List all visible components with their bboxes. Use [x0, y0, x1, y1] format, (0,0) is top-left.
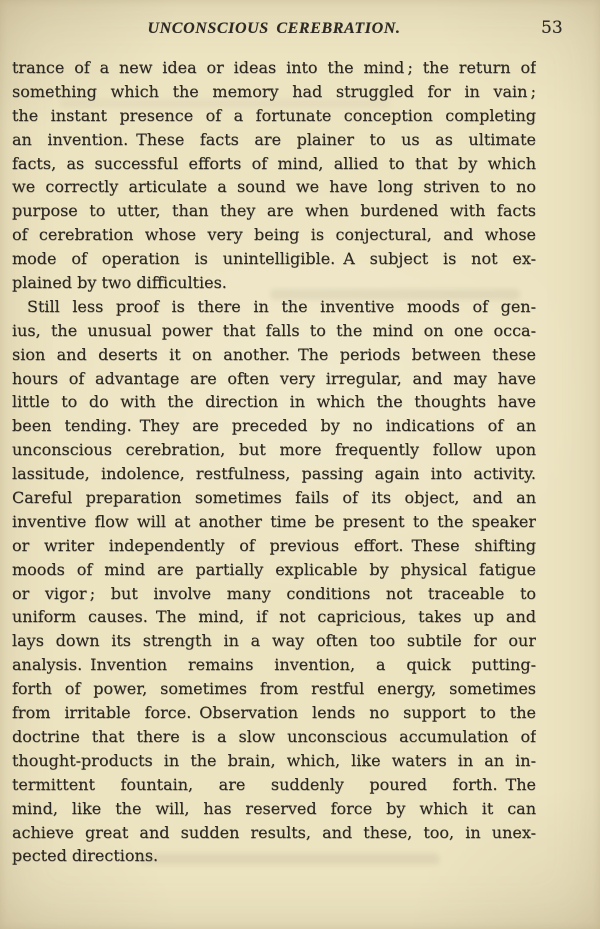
text-line: trance of a new idea or ideas into the mind ; the return of: [12, 58, 536, 77]
text-line: or vigor ; but involve many conditions not traceable to: [12, 583, 536, 603]
text-line: purpose to utter, than they are when burdened with facts: [12, 201, 536, 221]
text-line: we correctly articulate a sound we have long striven to no: [12, 177, 536, 197]
text-line: doctrine that there is a slow unconscious accumulation of: [12, 726, 536, 746]
text-line: termittent fountain, are suddenly poured forth. The: [12, 774, 536, 794]
text-line: facts, as successful efforts of mind, allied to that by which: [12, 153, 536, 173]
text-line: of cerebration whose very being is conjectural, and whose: [12, 225, 536, 245]
text-line: analysis. Invention remains invention, a quick putting-: [12, 655, 536, 675]
text-line: forth of power, sometimes from restful energy, sometimes: [12, 679, 536, 699]
text-line: pected directions.: [12, 846, 159, 866]
text-line: ius, the unusual power that falls to the mind on one occa-: [12, 320, 536, 340]
text-line: mind, like the will, has reserved force by which it can: [12, 798, 536, 818]
paragraph: [12, 295, 536, 868]
text-line: sion and deserts it on another. The periods between these: [12, 344, 536, 364]
text-line: thought-products in the brain, which, like waters in an in-: [12, 750, 536, 770]
text-line: or writer independently of previous effort. These shifting: [12, 535, 536, 555]
text-line: from irritable force. Observation lends no support to the: [12, 703, 536, 723]
text-line: an invention. These facts are plainer to us as ultimate: [12, 129, 536, 149]
text-line: unconscious cerebration, but more frequently follow upon: [12, 440, 536, 460]
text-line: been tending. They are preceded by no indications of an: [12, 416, 536, 436]
text-line: hours of advantage are often very irregular, and may have: [12, 368, 536, 388]
text-line: Still less proof is there in the inventive moods of gen-: [27, 296, 536, 316]
text-line: something which the memory had struggled for in vain ;: [12, 81, 536, 101]
running-header-title: UNCONSCIOUS CEREBRATION.: [147, 20, 401, 37]
text-line: Careful preparation sometimes fails of its object, and an: [12, 488, 536, 508]
text-line: mode of operation is unintelligible. A subject is not ex-: [12, 249, 536, 269]
text-line: little to do with the direction in which the thoughts have: [12, 392, 536, 412]
page-number: 53: [541, 18, 563, 38]
text-line: plained by two difficulties.: [12, 273, 227, 293]
text-line: the instant presence of a fortunate conception completing: [12, 105, 536, 125]
text-line: moods of mind are partially explicable by physical fatigue: [12, 559, 536, 579]
paragraph: [12, 56, 536, 295]
text-line: uniform causes. The mind, if not capricious, takes up and: [12, 607, 536, 627]
text-line: lassitude, indolence, restfulness, passing again into activity.: [12, 464, 536, 484]
text-line: lays down its strength in a way often too subtile for our: [12, 631, 536, 651]
text-line: inventive flow will at another time be present to the speaker: [12, 511, 536, 531]
text-line: achieve great and sudden results, and these, too, in unex-: [12, 822, 536, 842]
page-body: [12, 56, 536, 868]
